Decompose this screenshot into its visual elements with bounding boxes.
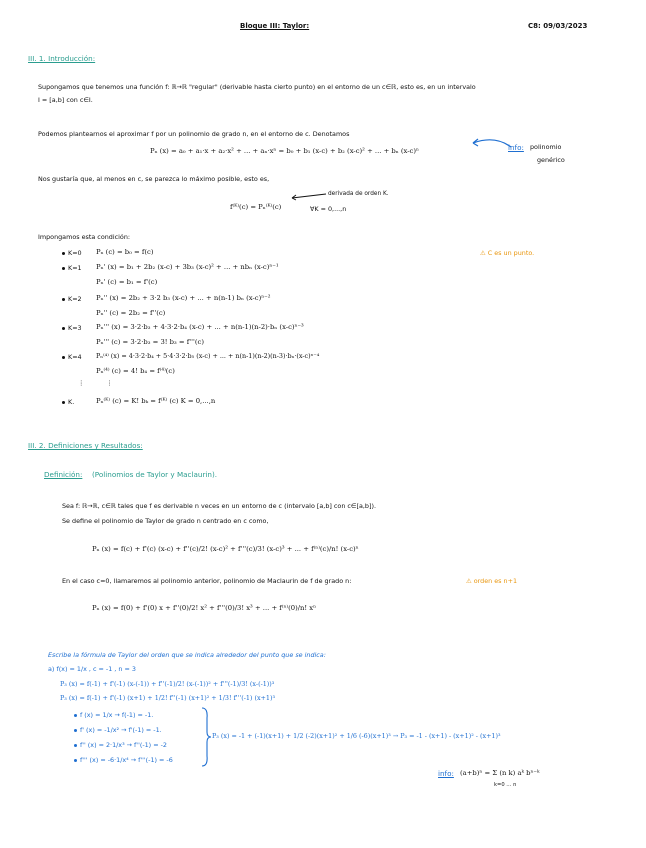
intro-paragraph-line-1: Supongamos que tenemos una función f: ℝ→ℝ "regular" (derivable hasta cierto punto) en el entorno de un c∈ℝ, esto es, en un intervalo [38,83,476,91]
bullet-icon [62,298,65,301]
condition-k4-label: K=4 [62,353,82,361]
condition-kgeneral-label: K. [62,398,74,406]
derivative-range: ∀K = 0,...,n [310,205,347,213]
bullet-icon [74,744,77,747]
intro-paragraph-line-2: I = [a,b] con c∈I. [38,96,93,104]
p3-expansion-substituted: P₃ (x) = f(-1) + f'(-1) (x+1) + 1/2! f''(-1) (x+1)² + 1/3! f'''(-1) (x+1)³ [60,694,276,702]
condition-k1-line-1: Pₙ' (x) = b₁ + 2b₂ (x-c) + 3b₃ (x-c)² + ... + nbₙ (x-c)ⁿ⁻¹ [96,263,279,271]
bullet-icon [74,759,77,762]
condition-k0-label: K=0 [62,249,82,257]
condition-k0-line-1: Pₙ (c) = b₀ = f(c) [96,248,154,256]
section-heading-definiciones: III. 2. Definiciones y Resultados: [28,441,143,450]
derivative-line-0: f (x) = 1/x → f(-1) = -1. [74,711,153,719]
arrow-left-icon [288,190,328,202]
info-text-line-1: polinomio [530,143,562,151]
definition-label: Definición: [44,470,83,479]
maclaurin-paragraph: En el caso c=0, llamaremos al polinomio anterior, polinomio de Maclaurin de f de grado n: [62,577,352,585]
definition-line-2: Se define el polinomio de Taylor de grado n centrado en c como, [62,517,269,525]
taylor-polynomial-equation: Pₙ (x) = f(c) + f'(c) (x-c) + f''(c)/2! (x-c)² + f'''(c)/3! (x-c)³ + ... + f⁽ⁿ⁾(c)/n! (x-c)ⁿ [92,545,359,553]
condition-k3-label: K=3 [62,324,82,332]
p3-expansion-general: P₃ (x) = f(-1) + f'(-1) (x-(-1)) + f''(-1)/2! (x-(-1))² + f'''(-1)/3! (x-(-1))³ [60,680,275,688]
bullet-icon [74,714,77,717]
derivative-order-note: derivada de orden K. [328,191,389,197]
section-heading-introduccion: III. 1. Introducción: [28,54,96,63]
exercise-statement: Escribe la fórmula de Taylor del orden que se indica alrededor del punto que se indica: [48,651,326,659]
conditions-intro: Impongamos esta condición: [38,233,131,241]
bullet-icon [62,252,65,255]
p3-result: P₃ (x) = -1 + (-1)(x+1) + 1/2 (-2)(x+1)² + 1/6 (-6)(x+1)³ → P₃ = -1 - (x+1) - (x+1)² - (x+1)³ [212,732,501,740]
condition-k4-line-2: Pₙ⁽⁴⁾ (c) = 4! b₄ = f⁽⁴⁾(c) [96,367,175,375]
condition-k4-line-1: Pₙ⁽⁴⁾ (x) = 4·3·2·b₄ + 5·4·3·2·b₅ (x-c) + ... + n(n-1)(n-2)(n-3)·bₙ·(x-c)ⁿ⁻⁴ [96,352,320,360]
binomial-limits: k=0 … n [494,782,517,788]
condition-k2-line-2: Pₙ'' (c) = 2b₂ = f''(c) [96,309,166,317]
definition-title: (Polinomios de Taylor y Maclaurin). [92,470,218,479]
info-text-line-2: genérico [537,156,565,164]
bullet-icon [62,327,65,330]
bullet-icon [62,401,65,404]
derivative-line-3: f''' (x) = -6·1/x⁴ → f'''(-1) = -6 [74,756,173,764]
definition-line-1: Sea f: ℝ→ℝ, c∈ℝ tales que f es derivable n veces en un entorno de c (intervalo [a,b] con c∈[a,b]). [62,502,377,510]
right-brace-icon [200,706,212,768]
condition-k1-label: K=1 [62,264,82,272]
derivative-line-2: f'' (x) = 2·1/x³ → f''(-1) = -2 [74,741,167,749]
date-label: C8: 09/03/2023 [528,22,588,30]
bullet-icon [74,729,77,732]
warning-note-c-point: ⚠ C es un punto. [480,249,535,257]
binomial-formula: (a+b)ⁿ = Σ (n k) aᵏ bⁿ⁻ᵏ [460,769,540,777]
generic-polynomial-equation: Pₙ (x) = a₀ + a₁·x + a₂·x² + ... + aₙ·xⁿ = b₀ + b₁ (x-c) + b₂ (x-c)² + ... + bₙ (x-c)ⁿ [150,147,419,155]
info-label: info: [508,143,524,152]
condition-kgeneral-line-1: Pₙ⁽ᴷ⁾ (c) = K! bₖ = f⁽ᴷ⁾ (c) K = 0,...,n [96,397,216,405]
page-title: Bloque III: Taylor: [240,22,310,30]
condition-k3-line-2: Pₙ''' (c) = 3·2·b₃ = 3! b₃ = f'''(c) [96,338,205,346]
condition-k1-line-2: Pₙ' (c) = b₁ = f'(c) [96,278,158,286]
vertical-ellipsis-icon: ⋮ ⋮ [78,379,113,387]
approx-paragraph: Podemos plantearnos el aproximar f por un polinomio de grado n, en el entorno de c. Denotamos [38,130,350,138]
derivative-line-1: f' (x) = -1/x² → f'(-1) = -1. [74,726,162,734]
maclaurin-polynomial-equation: Pₙ (x) = f(0) + f'(0) x + f''(0)/2! x² + f'''(0)/3! x³ + ... + f⁽ⁿ⁾(0)/n! xⁿ [92,604,317,612]
bullet-icon [62,356,65,359]
warning-note-order: ⚠ orden es n+1 [466,577,518,585]
condition-k3-line-1: Pₙ''' (x) = 3·2·b₃ + 4·3·2·b₄ (x-c) + ... + n(n-1)(n-2)·bₙ (x-c)ⁿ⁻³ [96,323,304,331]
bullet-icon [62,267,65,270]
similarity-paragraph: Nos gustaría que, al menos en c, se parezca lo máximo posible, esto es, [38,175,270,183]
condition-k2-line-1: Pₙ'' (x) = 2b₂ + 3·2 b₃ (x-c) + ... + n(n-1) bₙ (x-c)ⁿ⁻² [96,294,271,302]
condition-k2-label: K=2 [62,295,82,303]
info-binomial-label: info: [438,769,454,778]
exercise-part-a: a) f(x) = 1/x , c = -1 , n = 3 [48,665,136,673]
derivative-condition-equation: f⁽ᴷ⁾(c) = Pₙ⁽ᴷ⁾(c) [230,203,282,211]
